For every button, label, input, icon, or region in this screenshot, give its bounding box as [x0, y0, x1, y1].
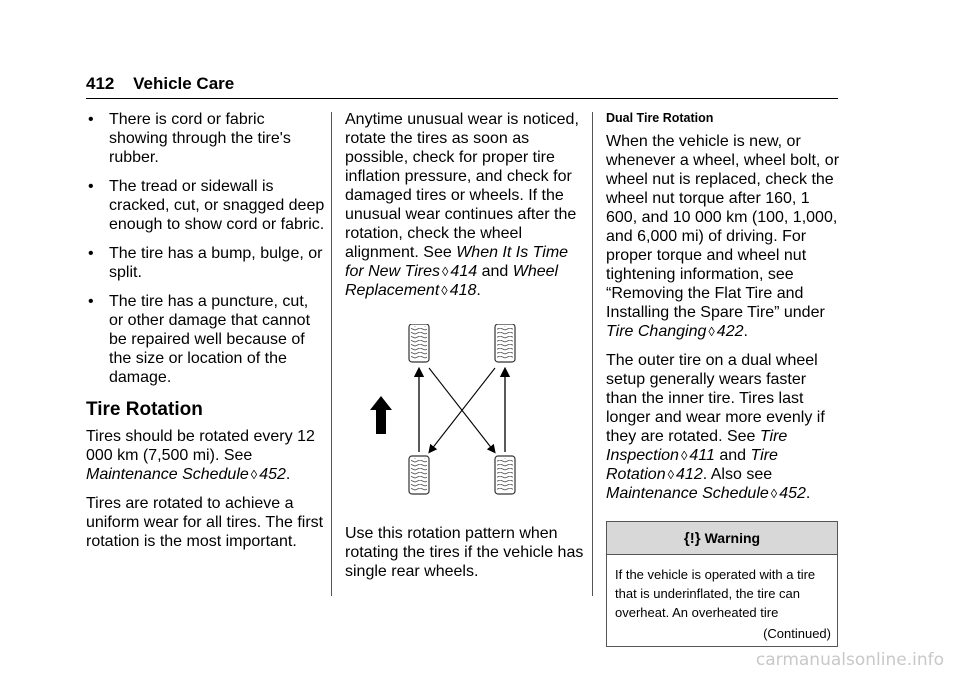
- warning-title: Warning: [704, 530, 761, 546]
- page-ref-number[interactable]: 452: [259, 466, 286, 483]
- dual-wheel-wear-paragraph: The outer tire on a dual wheel setup generally wears faster than the inner tire. Tires last longer and wear more evenly if they are rotated. See Tire Inspection ◊ 411 and Tire Rotation ◊ 412. Also see Maintenance Schedule ◊ 452.: [606, 352, 825, 502]
- page-number: 412: [86, 74, 115, 93]
- bullet-item: [86, 110, 326, 167]
- dual-tire-rotation-heading: Dual Tire Rotation: [606, 111, 714, 125]
- tire-changing-link[interactable]: Tire Changing: [606, 323, 707, 340]
- bullet-text: The tire has a bump, bulge, or split.: [109, 245, 323, 281]
- column-3: [606, 110, 840, 647]
- wheel-replacement-link[interactable]: Wheel Replacement: [345, 263, 559, 299]
- tire-front-right-icon: [495, 324, 515, 362]
- warning-icon: {!}: [683, 530, 701, 547]
- warning-body: If the vehicle is operated with a tire that is underinflated, the tire can overheat. An overheated tire: [615, 567, 816, 620]
- maintenance-schedule-link[interactable]: Maintenance Schedule: [606, 485, 769, 502]
- page-ref-number[interactable]: 452: [779, 485, 806, 502]
- bullet-item: [86, 177, 326, 234]
- rotation-arrow-front-left-to-rear-right: [429, 368, 493, 450]
- bullet-item: [86, 292, 326, 387]
- warning-box: [606, 521, 838, 647]
- page-ref-number[interactable]: 412: [676, 466, 703, 483]
- bullet-dot: •: [88, 111, 94, 128]
- page-ref-arrow-icon: ◊: [708, 324, 715, 339]
- rotation-purpose-paragraph: Tires are rotated to achieve a uniform wear for all tires. The first rotation is the most important.: [86, 495, 324, 550]
- header-rule: [86, 98, 838, 99]
- warning-header: [607, 522, 837, 555]
- bullet-item: [86, 244, 326, 282]
- tire-rotation-link[interactable]: Tire Rotation: [606, 447, 778, 483]
- bullet-dot: •: [88, 245, 94, 262]
- bullet-dot: •: [88, 178, 94, 195]
- new-tires-link[interactable]: When It Is Time for New Tires: [345, 244, 569, 280]
- page-ref-number[interactable]: 411: [689, 447, 715, 464]
- tire-rear-left-icon: [409, 456, 429, 494]
- column-divider-2: [592, 112, 593, 596]
- warning-continued-label: (Continued): [763, 626, 831, 641]
- page-ref-arrow-icon: ◊: [680, 448, 688, 463]
- bullet-text: There is cord or fabric showing through the tire's rubber.: [109, 111, 291, 166]
- page-ref-number[interactable]: 418: [449, 282, 477, 299]
- vehicle-front-direction-icon: [370, 396, 392, 434]
- section-title: Vehicle Care: [133, 74, 235, 93]
- tire-front-left-icon: [409, 324, 429, 362]
- unusual-wear-paragraph: Anytime unusual wear is noticed, rotate the tires as soon as possible, check for proper tire inflation pressure, and check for damaged tires or wheels. If the unusual wear continues after the rotation, check the wheel alignment. See When It Is Time for New Tires ◊ 414 and Wheel Replacement ◊ 418.: [345, 111, 579, 299]
- rotation-interval-paragraph: Tires should be rotated every 12 000 km (7,500 mi). See Maintenance Schedule ◊ 452.: [86, 428, 315, 483]
- page-ref-number[interactable]: 422: [716, 323, 744, 340]
- tire-inspection-link[interactable]: Tire Inspection: [606, 428, 788, 464]
- column-1: [86, 110, 326, 561]
- paragraph-text: Tires should be rotated every 12 000 km (7,500 mi). See: [86, 428, 315, 464]
- page-ref-number[interactable]: 414: [450, 263, 478, 280]
- tire-rotation-heading: Tire Rotation: [86, 399, 203, 420]
- rotation-pattern-diagram: [345, 324, 585, 502]
- page-ref-arrow-icon: ◊: [441, 283, 448, 298]
- wheel-nut-torque-paragraph: When the vehicle is new, or whenever a wheel, wheel bolt, or wheel nut is replaced, check the wheel nut torque after 160, 1 600, and 10 000 km (100, 1,000, and 6,000 mi) of driving. For proper torque and wheel nut tightening information, see “Removing the Flat Tire and Installing the Spare Tire” under Tire Changing ◊ 422.: [606, 133, 840, 340]
- page-ref-arrow-icon: ◊: [770, 486, 778, 501]
- page-header: [86, 74, 234, 94]
- page-ref-arrow-icon: ◊: [667, 467, 675, 482]
- watermark: carmanualsonline.info: [755, 650, 944, 670]
- page-ref-arrow-icon: ◊: [441, 264, 449, 279]
- column-2: [345, 110, 585, 591]
- page-ref-arrow-icon: ◊: [250, 467, 258, 482]
- bullet-dot: •: [88, 293, 94, 310]
- bullet-text: The tread or sidewall is cracked, cut, or snagged deep enough to show cord or fabric.: [109, 178, 325, 233]
- maintenance-schedule-link[interactable]: Maintenance Schedule: [86, 466, 249, 483]
- column-divider-1: [331, 112, 332, 596]
- rotation-arrow-front-right-to-rear-left: [431, 368, 495, 450]
- rotation-pattern-caption: Use this rotation pattern when rotating the tires if the vehicle has single rear wheels.: [345, 525, 584, 580]
- tire-rear-right-icon: [495, 456, 515, 494]
- bullet-text: The tire has a puncture, cut, or other damage that cannot be repaired well because of the size or location of the damage.: [109, 293, 311, 386]
